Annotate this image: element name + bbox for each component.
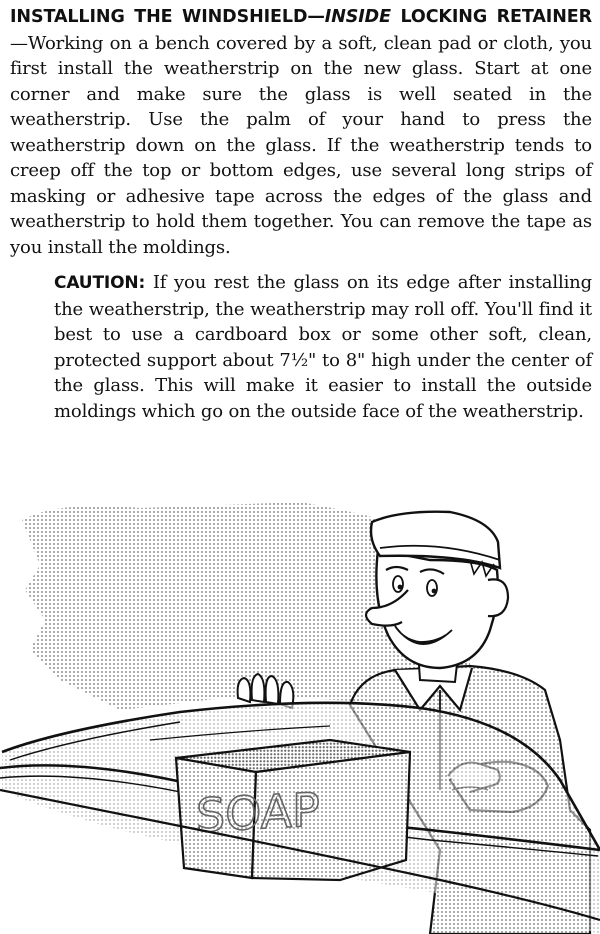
paragraph-body: —Working on a bench covered by a soft, clean pad or cloth, you first install the weatherstrip on the new glass. Start at one corner and make sure the glass is well seated in the weatherstrip. Use the palm of your hand to press the weatherstrip down on the glass. If the weatherstrip tends to creep off the top or bottom edges, use several long strips of masking or adhesive tape across the edges of the glass and weatherstrip to hold them together. You can remove the tape as you install the moldings. [10,32,592,258]
section-heading [10,7,592,27]
mechanic-illustration [0,490,600,934]
heading-emphasis: INSIDE [324,7,391,27]
instruction-paragraph [10,4,592,260]
heading-part-1: INSTALLING THE WINDSHIELD— [10,7,325,27]
article-text [10,4,592,424]
caution-body: If you rest the glass on its edge after installing the weatherstrip, the weatherstrip may roll off. You'll find it best to use a cardboard box or some other soft, clean, protected support about 7½" to 8" high under the center of the glass. This will make it easier to install the outside moldings which go on the outside face of the weatherstrip. [54,272,592,422]
soap-box [176,740,410,880]
caution-paragraph [54,270,592,424]
box-label: SOAP [196,782,320,843]
caution-label: CAUTION: [54,273,146,293]
heading-part-2: LOCKING RETAINER [390,7,592,27]
